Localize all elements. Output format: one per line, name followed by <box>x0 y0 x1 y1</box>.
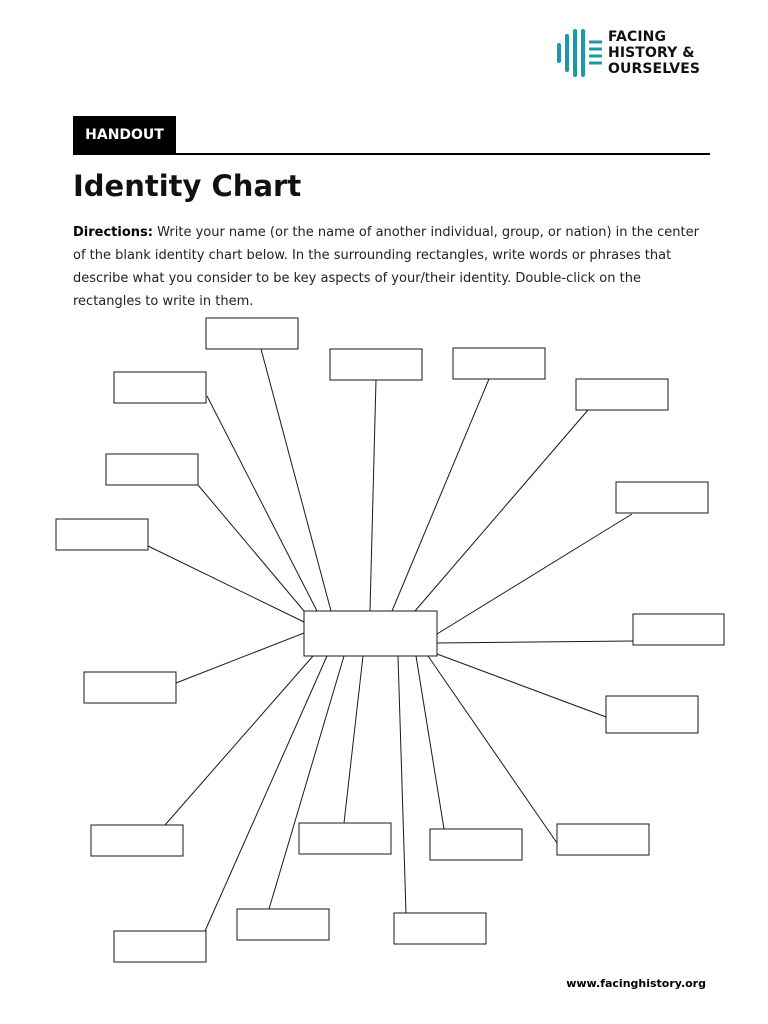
identity-box-3[interactable] <box>453 348 545 379</box>
connector-line <box>176 633 304 683</box>
logo-line-1: FACING <box>608 29 667 45</box>
identity-box-14[interactable] <box>430 829 522 860</box>
footer-url[interactable]: www.facinghistory.org <box>566 977 706 990</box>
identity-box-8[interactable] <box>56 519 148 550</box>
connector-line <box>344 656 363 823</box>
identity-box-12[interactable] <box>91 825 183 856</box>
connector-line <box>198 485 304 611</box>
connector-line <box>437 514 632 634</box>
identity-box-5[interactable] <box>114 372 206 403</box>
logo-line-2: HISTORY & <box>608 45 695 61</box>
identity-box-7[interactable] <box>616 482 708 513</box>
identity-box-10[interactable] <box>84 672 176 703</box>
connector-line <box>437 654 606 717</box>
directions-label: Directions: <box>73 225 153 240</box>
center-identity-box[interactable] <box>304 611 437 656</box>
logo-line-3: OURSELVES <box>608 61 701 77</box>
identity-box-16[interactable] <box>114 931 206 962</box>
page-title: Identity Chart <box>73 169 302 203</box>
identity-box-1[interactable] <box>206 318 298 349</box>
connector-line <box>415 410 588 611</box>
connector-line <box>437 641 633 643</box>
connector-line <box>428 656 557 843</box>
identity-box-6[interactable] <box>106 454 198 485</box>
identity-box-2[interactable] <box>330 349 422 380</box>
identity-box-13[interactable] <box>299 823 391 854</box>
identity-box-11[interactable] <box>606 696 698 733</box>
connector-line <box>207 396 317 611</box>
connector-line <box>165 656 313 825</box>
directions-text: Write your name (or the name of another individual, group, or nation) in the center of the blank identity chart below. In the surrounding rectangles, write words or phrases that describe what you consider to be key aspects of your/their identity. Double-click on the rectangles to write in them. <box>73 225 699 309</box>
identity-box-9[interactable] <box>633 614 724 645</box>
connector-line <box>370 380 376 611</box>
connector-line <box>205 656 327 931</box>
connector-line <box>398 656 406 913</box>
connector-line <box>416 656 444 829</box>
identity-box-15[interactable] <box>557 824 649 855</box>
connector-line <box>148 546 304 622</box>
connector-line <box>392 379 489 611</box>
identity-box-17[interactable] <box>237 909 329 940</box>
handout-badge: HANDOUT <box>73 116 176 154</box>
identity-box-18[interactable] <box>394 913 486 944</box>
identity-box-4[interactable] <box>576 379 668 410</box>
